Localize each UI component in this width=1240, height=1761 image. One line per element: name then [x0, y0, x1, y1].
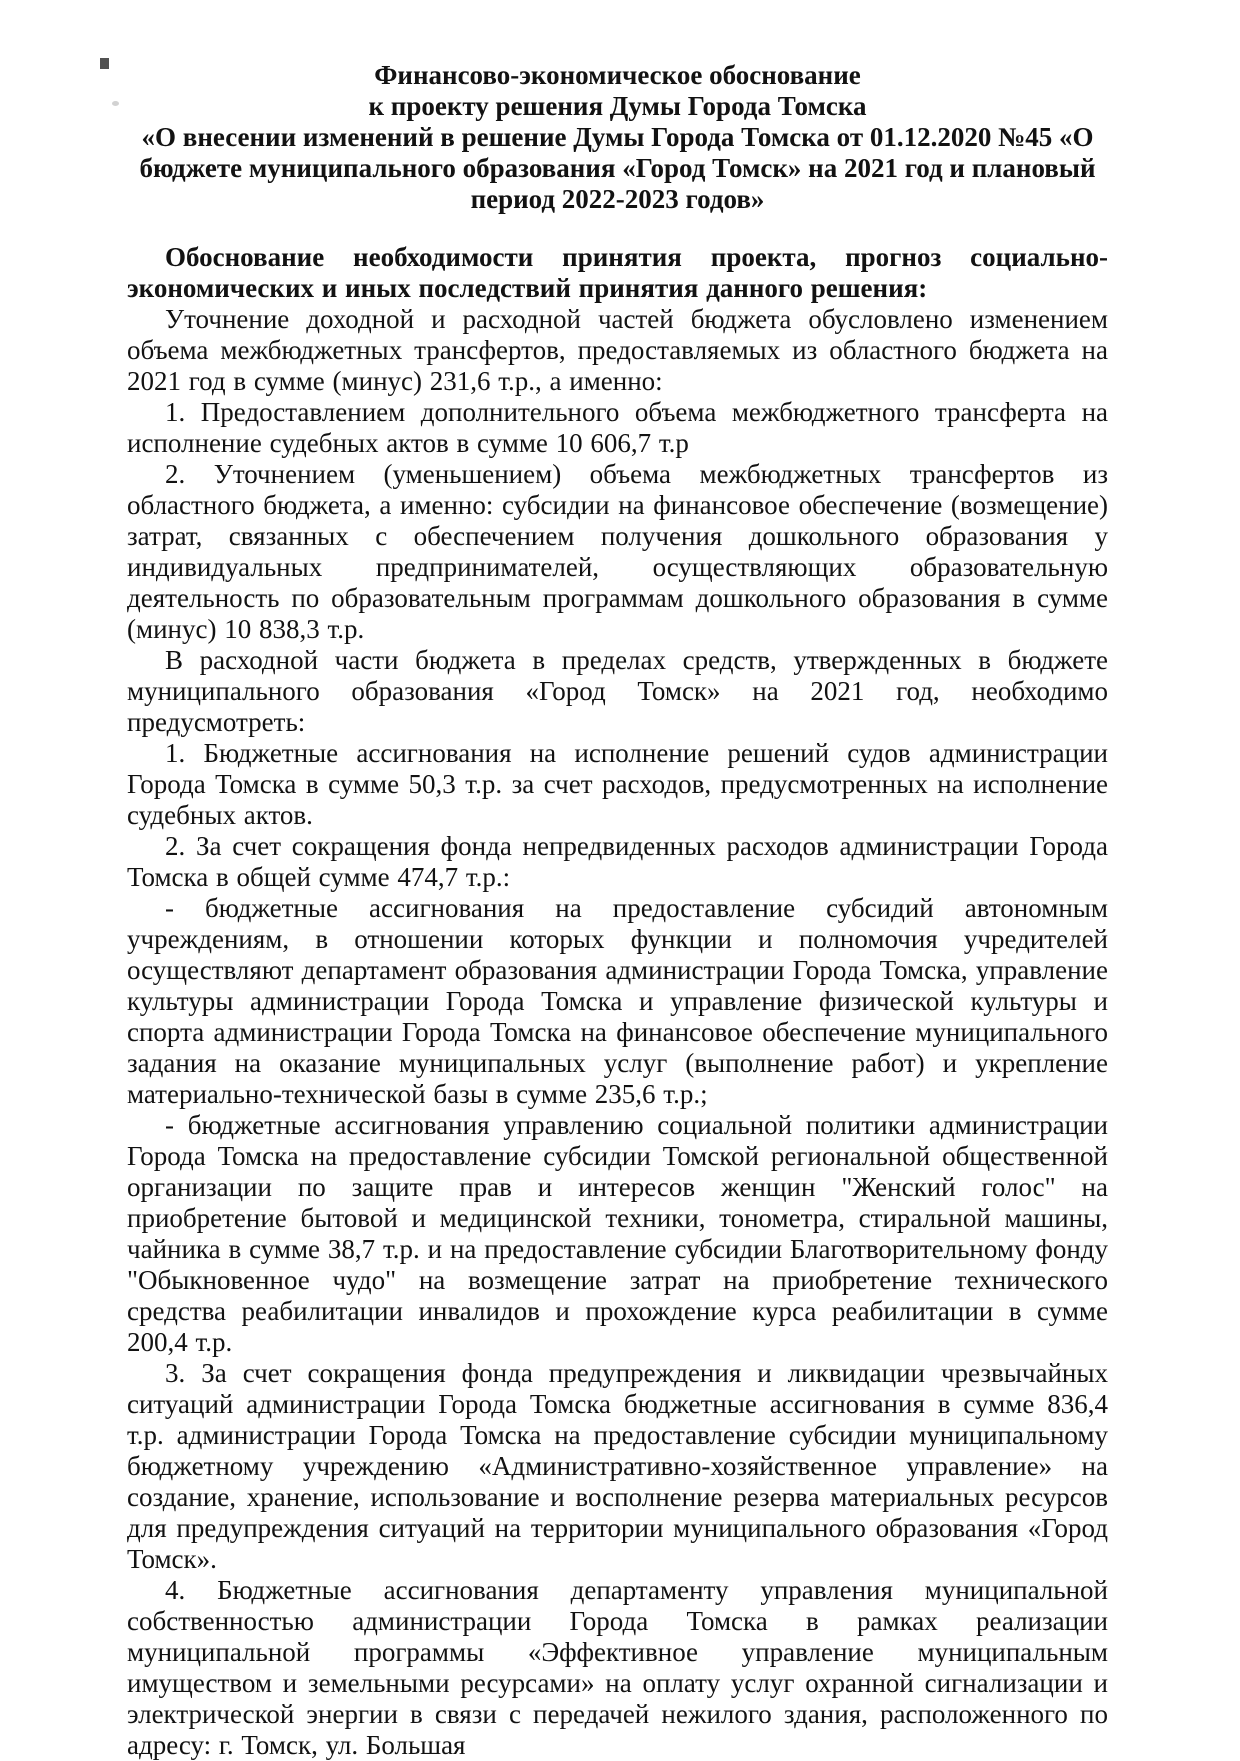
- paragraph-income-1: 1. Предоставлением дополнительного объема межбюджетного трансферта на исполнение судебных актов в сумме 10 606,7 т.р: [127, 397, 1108, 458]
- section-heading: Обоснование необходимости принятия проекта, прогноз социально-экономических и иных последствий принятия данного решения:: [127, 242, 1108, 303]
- document-title: [127, 60, 1108, 215]
- paragraph-expense-2: 2. За счет сокращения фонда непредвиденных расходов администрации Города Томска в общей сумме 474,7 т.р.:: [127, 831, 1108, 892]
- paragraph-expense-2a: - бюджетные ассигнования на предоставление субсидий автономным учреждениям, в отношении которых функции и полномочия учредителей осуществляют департамент образования администрации Города Томска, управление культуры администрации Города Томска и управление физической культуры и спорта администрации Города Томска на финансовое обеспечение муниципального задания на оказание муниципальных услуг (выполнение работ) и укрепление материально-технической базы в сумме 235,6 т.р.;: [127, 893, 1108, 1109]
- paragraph-expense-1: 1. Бюджетные ассигнования на исполнение решений судов администрации Города Томска в сумме 50,3 т.р. за счет расходов, предусмотренных на исполнение судебных актов.: [127, 738, 1108, 830]
- paragraph-expense-4: 4. Бюджетные ассигнования департаменту управления муниципальной собственностью администрации Города Томска в рамках реализации муниципальной программы «Эффективное управление муниципальным имуществом и земельными ресурсами» на оплату услуг охранной сигнализации и электрической энергии в связи с передачей нежилого здания, расположенного по адресу: г. Томск, ул. Большая: [127, 1575, 1108, 1760]
- paragraph-expense-2b: - бюджетные ассигнования управлению социальной политики администрации Города Томска на предоставление субсидии Томской региональной общественной организации по защите прав и интересов женщин "Женский голос" на приобретение бытовой и медицинской техники, тонометра, стиральной машины, чайника в сумме 38,7 т.р. и на предоставление субсидии Благотворительному фонду "Обыкновенное чудо" на возмещение затрат на приобретение технического средства реабилитации инвалидов и прохождение курса реабилитации в сумме 200,4 т.р.: [127, 1110, 1108, 1357]
- paragraph-intro: Уточнение доходной и расходной частей бюджета обусловлено изменением объема межбюджетных трансфертов, предоставляемых из областного бюджета на 2021 год в сумме (минус) 231,6 т.р., а именно:: [127, 304, 1108, 396]
- document-page: [127, 60, 1108, 1761]
- title-line-2: к проекту решения Думы Города Томска: [368, 91, 867, 121]
- title-line-1: Финансово-экономическое обоснование: [374, 60, 861, 90]
- paragraph-expense-intro: В расходной части бюджета в пределах средств, утвержденных в бюджете муниципального образования «Город Томск» на 2021 год, необходимо предусмотреть:: [127, 645, 1108, 737]
- paragraph-income-2: 2. Уточнением (уменьшением) объема межбюджетных трансфертов из областного бюджета, а именно: субсидии на финансовое обеспечение (возмещение) затрат, связанных с обеспечением получения дошкольного образования у индивидуальных предпринимателей, осуществляющих образовательную деятельность по образовательным программам дошкольного образования в сумме (минус) 10 838,3 т.р.: [127, 459, 1108, 644]
- title-line-3: «О внесении изменений в решение Думы Города Томска от 01.12.2020 №45 «О бюджете муниципального образования «Город Томск» на 2021 год и плановый период 2022-2023 годов»: [139, 122, 1096, 214]
- paragraph-expense-3: 3. За счет сокращения фонда предупреждения и ликвидации чрезвычайных ситуаций администрации Города Томска бюджетные ассигнования в сумме 836,4 т.р. администрации Города Томска на предоставление субсидии муниципальному бюджетному учреждению «Административно-хозяйственное управление» на создание, хранение, использование и восполнение резерва материальных ресурсов для предупреждения ситуаций на территории муниципального образования «Город Томск».: [127, 1358, 1108, 1574]
- scan-artifact: [100, 58, 109, 69]
- scan-artifact: [112, 101, 119, 106]
